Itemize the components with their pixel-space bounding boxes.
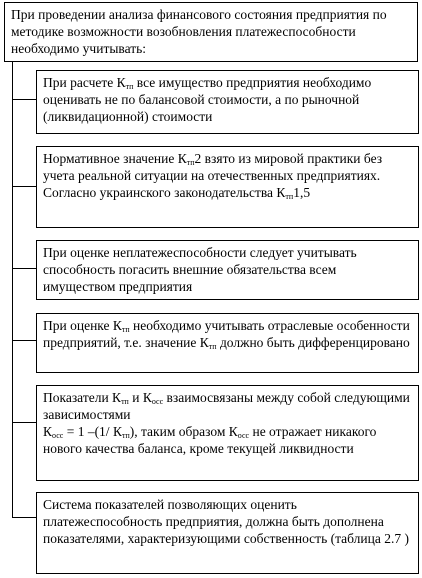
text-segment: Система показателей позволяющих оценить платежеспособность предприятия, должна быть дополнена показателями, характеризующими собственность (таблица 2.7 ) bbox=[43, 497, 409, 546]
text-segment: и К bbox=[128, 390, 152, 405]
text-segment: При оценке неплатежеспособности следует учитывать способность погасить внешние обязательства всем имуществом предприятия bbox=[43, 245, 357, 294]
text-segment: должно быть дифференцировано bbox=[216, 335, 410, 350]
consideration-text-2 bbox=[43, 151, 382, 200]
text-segment: 2 взято из мировой практики без учета реальной ситуации на отечественных предприятиях. Согласно украинского законодательства К bbox=[43, 151, 383, 200]
text-segment: = 1 –(1/ К bbox=[63, 424, 122, 439]
connector-branch-5 bbox=[12, 422, 36, 423]
connector-branch-4 bbox=[12, 340, 36, 341]
subscript-text: осс bbox=[52, 431, 64, 440]
consideration-box-6 bbox=[36, 492, 419, 574]
subscript-text: тп bbox=[121, 431, 130, 440]
header-text: При проведении анализа финансового состояния предприятия по методике возможности возобновления платежеспособности необходимо учитывать: bbox=[11, 7, 387, 56]
subscript-text: тп bbox=[121, 325, 130, 334]
connector-branch-6 bbox=[12, 517, 36, 518]
text-segment: При расчете К bbox=[43, 75, 126, 90]
consideration-text-6 bbox=[43, 497, 409, 546]
text-segment: При оценке К bbox=[43, 318, 122, 333]
consideration-text-3 bbox=[43, 245, 357, 294]
consideration-box-1 bbox=[36, 70, 419, 134]
text-segment: Показатели К bbox=[43, 390, 122, 405]
consideration-box-3 bbox=[36, 240, 419, 300]
subscript-text: осс bbox=[151, 397, 164, 406]
connector-trunk bbox=[12, 62, 13, 517]
subscript-text: тп bbox=[121, 397, 129, 406]
subscript-text: тп bbox=[125, 82, 134, 91]
text-segment: все имущество предприятия необходимо оценивать не по балансовой стоимости, а по рыночной (ликвидационной) стоимости bbox=[43, 75, 372, 124]
consideration-box-2 bbox=[36, 146, 419, 228]
subscript-text: тп bbox=[186, 158, 195, 167]
consideration-box-4 bbox=[36, 313, 419, 373]
connector-branch-1 bbox=[12, 99, 36, 100]
text-segment: К bbox=[43, 424, 53, 439]
subscript-text: тп bbox=[208, 342, 217, 351]
consideration-text-5 bbox=[43, 390, 410, 456]
text-segment: взаимосвязаны между собой следующими зависимостями bbox=[43, 390, 410, 422]
connector-branch-3 bbox=[12, 268, 36, 269]
text-segment: ), таким образом К bbox=[129, 424, 238, 439]
subscript-text: тп bbox=[285, 192, 294, 201]
text-segment: не отражает никакого нового качества баланса, кроме текущей ликвидности bbox=[43, 424, 377, 456]
header-box bbox=[4, 2, 418, 62]
consideration-box-5 bbox=[36, 385, 419, 481]
consideration-text-4 bbox=[43, 318, 410, 350]
consideration-text-1 bbox=[43, 75, 371, 124]
subscript-text: осс bbox=[237, 431, 250, 440]
text-segment: Нормативное значение К bbox=[43, 151, 187, 166]
text-segment: необходимо учитывать отраслевые особенности предприятий, т.е. значение К bbox=[43, 318, 410, 350]
connector-branch-2 bbox=[12, 186, 36, 187]
text-segment: 1,5 bbox=[293, 185, 311, 200]
